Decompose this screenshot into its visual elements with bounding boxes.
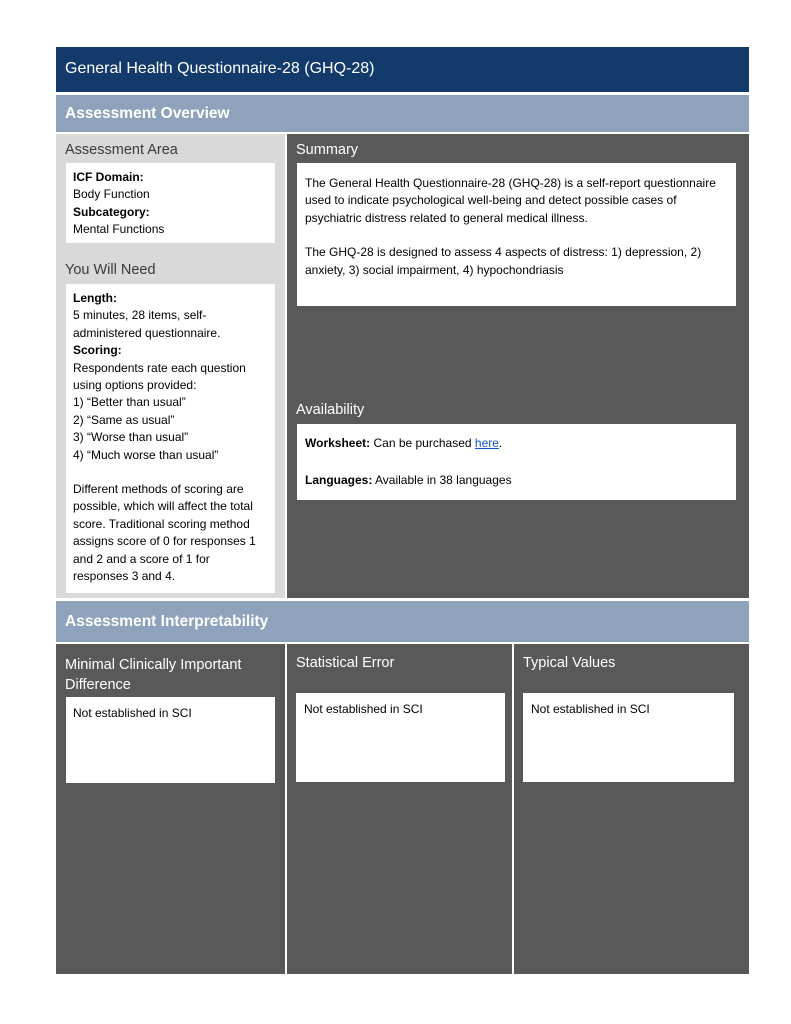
languages-label: Languages: [305, 473, 373, 488]
statistical-error-value: Not established in SCI [304, 702, 423, 716]
summary-paragraph-2: The GHQ-28 is designed to assess 4 aspects of distress: 1) depression, 2) anxiety, 3) social impairment, 4) hypochondriasis [305, 245, 702, 277]
availability-box [297, 424, 736, 500]
length-label: Length: [73, 291, 117, 305]
worksheet-line [305, 435, 728, 452]
length-text: 5 minutes, 28 items, self-administered questionnaire. [73, 308, 221, 340]
typical-values-box [523, 693, 734, 782]
you-will-need-heading: You Will Need [65, 262, 156, 278]
worksheet-end: . [498, 436, 503, 450]
mcid-box [66, 697, 275, 783]
scoring-option: 1) “Better than usual” [73, 395, 186, 410]
availability-heading: Availability [296, 402, 365, 418]
summary-paragraph-1: The General Health Questionnaire-28 (GHQ-28) is a self-report questionnaire used to indicate psychological well-being and detect possible cases of psychiatric distress related to general medical illness. [305, 176, 716, 225]
typical-values-value: Not established in SCI [531, 702, 650, 716]
languages-line [305, 472, 728, 489]
assessment-area-box [66, 163, 275, 243]
summary-heading: Summary [296, 142, 359, 158]
icf-domain-value: Body Function [73, 187, 150, 202]
worksheet-text: Can be purchased [370, 436, 475, 450]
typical-values-heading: Typical Values [523, 655, 616, 671]
subcategory-label: Subcategory: [73, 204, 150, 219]
page-title: General Health Questionnaire-28 (GHQ-28) [56, 47, 749, 92]
languages-text: Available in 38 languages [372, 473, 512, 488]
summary-box [297, 163, 736, 306]
assessment-interpretability-header: Assessment Interpretability [56, 601, 749, 642]
assessment-overview-header: Assessment Overview [56, 95, 749, 132]
scoring-option: 4) “Much worse than usual” [73, 447, 219, 462]
scoring-label: Scoring: [73, 343, 122, 358]
scoring-option: 3) “Worse than usual” [73, 430, 189, 445]
you-will-need-box [66, 284, 275, 593]
scoring-note: Different methods of scoring are possible, which will affect the total score. Traditional scoring method assigns score of 0 for responses 1 and 2 and a score of 1 for responses 3 and 4. [73, 482, 256, 584]
assessment-area-heading: Assessment Area [65, 142, 178, 158]
mcid-value: Not established in SCI [73, 706, 192, 720]
worksheet-link[interactable]: here [474, 436, 499, 450]
statistical-error-heading: Statistical Error [296, 655, 395, 671]
subcategory-value: Mental Functions [73, 222, 165, 237]
icf-domain-label: ICF Domain: [73, 170, 144, 184]
mcid-heading: Minimal Clinically Important Difference [65, 657, 242, 693]
scoring-intro: Respondents rate each question using options provided: [73, 360, 246, 393]
worksheet-label: Worksheet: [305, 436, 371, 450]
scoring-option: 2) “Same as usual” [73, 412, 175, 427]
statistical-error-box [296, 693, 505, 782]
